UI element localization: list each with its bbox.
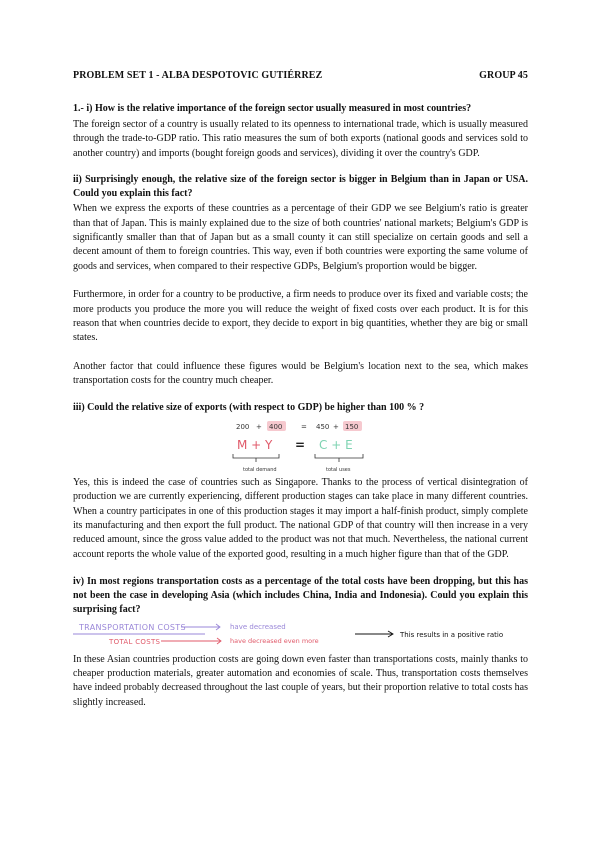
handwritten-equation-sketch bbox=[73, 418, 528, 474]
sketch-num-c: 450 bbox=[316, 422, 330, 431]
sketch-plus-2: + bbox=[333, 422, 339, 431]
answer-3: Yes, this is indeed the case of countries such as Singapore. Thanks to the process of vertical disintegration of production we are currently experiencing, different production stages can take place in many different countries. When a country participates in one of this production stages it may import a half-finish product, simply complete its manufacturing and then export the full product. The national GDP of that country will then increase in a very reduced amount, since the gross value added to the product was not that much. Nevertheless, the national current account reports the whole value of the exported good, resulting in a much higher figure than that of the GDP. bbox=[73, 476, 528, 560]
sketch-bracket-right bbox=[315, 454, 363, 462]
header bbox=[73, 70, 528, 84]
document-page bbox=[73, 70, 528, 710]
sketch-num-d: 150 bbox=[345, 422, 359, 431]
sketch-right-expression: C + E bbox=[319, 437, 353, 452]
sketch-numerator: TRANSPORTATION COSTS bbox=[79, 622, 186, 632]
section-3 bbox=[73, 401, 528, 562]
sketch-arrow-result bbox=[355, 631, 393, 637]
sketch-top-note: have decreased bbox=[230, 622, 286, 631]
sketch-num-b: 400 bbox=[269, 422, 283, 431]
question-3: iii) Could the relative size of exports (with respect to GDP) be higher than 100 % ? bbox=[73, 401, 425, 413]
sketch-arrow-bottom bbox=[161, 638, 221, 644]
sketch-bracket-left bbox=[233, 454, 279, 462]
question-1: 1.- i) How is the relative importance of the foreign sector usually measured in most countries? bbox=[73, 103, 472, 114]
section-4 bbox=[73, 575, 528, 710]
answer-2-paragraph-3: Another factor that could influence these figures would be Belgium's location next to the sea, which makes transportation costs for the country much cheaper. bbox=[73, 360, 528, 387]
sketch-left-expression: M + Y bbox=[237, 437, 273, 452]
section-2 bbox=[73, 173, 528, 388]
sketch-right-caption: total uses bbox=[326, 466, 351, 473]
section-1 bbox=[73, 102, 528, 161]
sketch-bottom-note: have decreased even more bbox=[230, 636, 319, 645]
header-title: PROBLEM SET 1 - ALBA DESPOTOVIC GUTIÉRREZ bbox=[73, 70, 323, 81]
sketch-equals-mid: = bbox=[295, 437, 306, 452]
sketch-equals-top: = bbox=[301, 422, 307, 431]
answer-2-paragraph-2: Furthermore, in order for a country to be productive, a firm needs to produce over its fixed and variable costs; the more products you produce the more you will reduce the weight of fixed costs over each product. It is for this reason that when countries decide to export, they decide to export in big quantities, whether they are big or small states. bbox=[73, 289, 528, 344]
question-4: iv) In most regions transportation costs as a percentage of the total costs have been dropping, but this has not been the case in developing Asia (which includes China, India and Indonesia). Could you explain this surprising fact? bbox=[73, 576, 528, 615]
question-2: ii) Surprisingly enough, the relative size of the foreign sector is bigger in Belgium than in Japan or USA. Could you explain this fact? bbox=[73, 174, 528, 200]
sketch-plus-1: + bbox=[256, 422, 262, 431]
sketch-num-a: 200 bbox=[236, 422, 250, 431]
answer-2-paragraph-1: When we express the exports of these countries as a percentage of their GDP we see Belgium's ratio is greater than that of Japan. This is mainly explained due to the size of both countries' national markets; Belgium's GDP is significantly smaller than that of Japan but as a small county it can still specialize on certain goods and sell a decent amount of them to foreign countries. This way, even if both countries were exporting the same volume of goods and services, when compared to their respective GDPs, Belgium's proportion would be bigger. bbox=[73, 203, 528, 272]
sketch-denominator: TOTAL COSTS bbox=[109, 637, 161, 646]
header-group: GROUP 45 bbox=[479, 70, 528, 81]
answer-4: In these Asian countries production costs are going down even faster than transportations costs, mainly thanks to cheaper production materials, greater automation and economies of scale. Thus, transportation costs themselves have indeed probably decreased throughout the last couple of years, but their proportion relative to total costs has slightly increased. bbox=[73, 653, 528, 708]
sketch-result: This results in a positive ratio bbox=[400, 630, 504, 639]
handwritten-ratio-sketch bbox=[73, 619, 528, 649]
sketch-arrow-top bbox=[181, 624, 220, 630]
sketch-left-caption: total demand bbox=[243, 466, 277, 473]
answer-1: The foreign sector of a country is usually related to its openness to international trade, which is usually measured through the trade-to-GDP ratio. This ratio measures the sum of both exports (national goods and services sold to another country) and imports (bought foreign goods and services), dividing it over the country's GDP. bbox=[73, 119, 528, 159]
